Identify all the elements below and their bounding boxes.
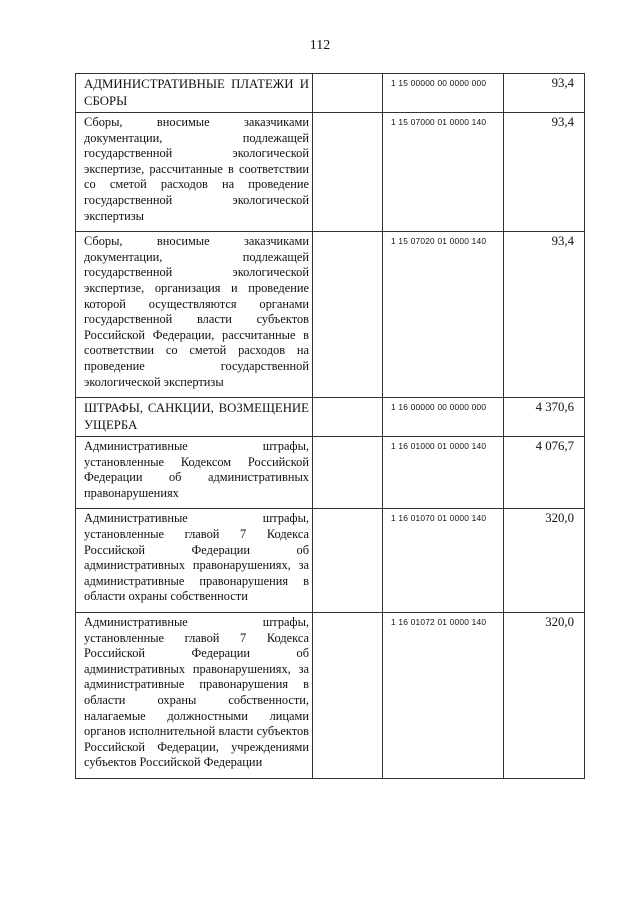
row-sum-cell: [504, 509, 585, 613]
row-code: 1 16 01000 01 0000 140: [391, 441, 487, 452]
row-name-cell: [76, 74, 313, 113]
row-code-cell: [383, 613, 504, 779]
row-name: Сборы, вносимые заказчиками документации, подлежащей государственной экологической экспертизе, организация и проведение которой осуществляются органами государственной власти субъектов Российской Федерации, рассчитанные в соответствии со сметой расходов на проведение государственной экологической экспертизы: [84, 234, 309, 389]
row-code: 1 15 00000 00 0000 000: [391, 78, 487, 88]
table-row: [76, 74, 585, 113]
row-empty-cell: [313, 232, 383, 398]
row-code: 1 16 01070 01 0000 140: [391, 513, 487, 524]
row-name-cell: [76, 113, 313, 232]
row-code: 1 15 07000 01 0000 140: [391, 117, 487, 127]
row-name-cell: [76, 398, 313, 437]
row-code: 1 16 00000 00 0000 000: [391, 402, 487, 413]
row-name-cell: [76, 437, 313, 509]
row-empty-cell: [313, 113, 383, 232]
row-empty-cell: [313, 437, 383, 509]
row-sum: 320,0: [545, 511, 574, 526]
table-row: [76, 509, 585, 613]
row-empty-cell: [313, 509, 383, 613]
row-name: Административные штрафы, установленные главой 7 Кодекса Российской Федерации об административных правонарушениях, за административные правонарушения в области охраны собственности: [84, 511, 309, 604]
row-sum-cell: [504, 613, 585, 779]
row-name-cell: [76, 509, 313, 613]
row-name: Административные штрафы, установленные Кодексом Российской Федерации об административных правонарушениях: [84, 439, 309, 500]
row-sum: 93,4: [551, 234, 574, 249]
row-sum: 4 370,6: [535, 400, 574, 415]
row-name: Сборы, вносимые заказчиками документации, подлежащей государственной экологической экспертизе, рассчитанные в соответствии со сметой расходов на проведение государственной экологической экспертизы: [84, 115, 309, 223]
row-code-cell: [383, 398, 504, 437]
row-name: ШТРАФЫ, САНКЦИИ, ВОЗМЕЩЕНИЕ УЩЕРБА: [84, 401, 309, 433]
row-sum: 4 076,7: [535, 439, 574, 454]
row-empty-cell: [313, 74, 383, 113]
row-sum: 93,4: [551, 76, 574, 90]
row-code-cell: [383, 232, 504, 398]
row-sum-cell: [504, 113, 585, 232]
page-number: 112: [309, 38, 331, 53]
row-sum-cell: [504, 437, 585, 509]
table-row: [76, 613, 585, 779]
row-sum-cell: [504, 398, 585, 437]
row-code: 1 15 07020 01 0000 140: [391, 236, 487, 247]
row-code-cell: [383, 509, 504, 613]
row-name: АДМИНИСТРАТИВНЫЕ ПЛАТЕЖИ И СБОРЫ: [84, 77, 309, 108]
row-name-cell: [76, 613, 313, 779]
row-sum: 320,0: [545, 615, 574, 630]
row-code-cell: [383, 437, 504, 509]
table-row: [76, 232, 585, 398]
row-sum-cell: [504, 232, 585, 398]
row-sum-cell: [504, 74, 585, 113]
row-empty-cell: [313, 613, 383, 779]
row-sum: 93,4: [551, 115, 574, 129]
table-row: [76, 437, 585, 509]
table-row: [76, 398, 585, 437]
table-row: [76, 113, 585, 232]
row-code: 1 16 01072 01 0000 140: [391, 617, 487, 628]
budget-revenue-table: [75, 73, 585, 779]
row-name-cell: [76, 232, 313, 398]
row-code-cell: [383, 74, 504, 113]
row-name: Административные штрафы, установленные главой 7 Кодекса Российской Федерации об административных правонарушениях, за административные правонарушения в области охраны собственности, налагаемые должностными лицами органов исполнительной власти субъектов Российской Федерации, учреждениями субъектов Российской Федерации: [84, 615, 309, 770]
row-empty-cell: [313, 398, 383, 437]
row-code-cell: [383, 113, 504, 232]
